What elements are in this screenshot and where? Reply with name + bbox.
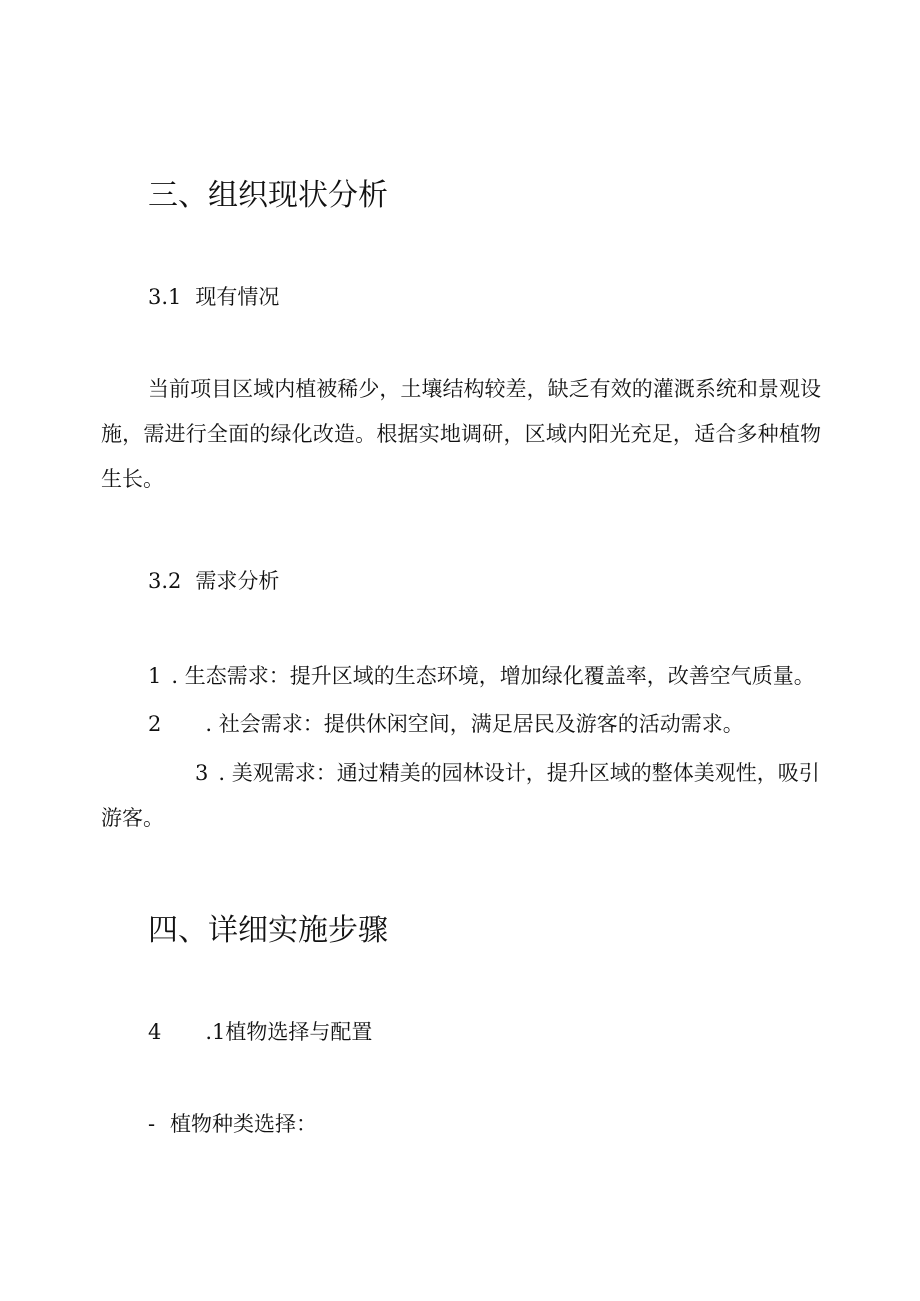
subsection-3-2-title: 需求分析	[195, 569, 280, 593]
subsection-3-2-heading	[148, 566, 279, 596]
subsection-3-1-number: 3.1	[148, 285, 182, 309]
subsection-3-1-heading	[148, 282, 279, 312]
subsection-3-1-title: 现有情况	[195, 285, 280, 309]
subsection-4-1-title: .1植物选择与配置	[205, 1020, 373, 1044]
bullet-dash: -	[148, 1112, 156, 1136]
subsection-3-2-number: 3.2	[148, 569, 182, 593]
list-item-number: 2	[148, 712, 162, 736]
list-item	[148, 661, 815, 691]
section-3-heading: 三、组织现状分析	[148, 178, 388, 213]
subsection-3-1-paragraph: 当前项目区域内植被稀少，土壤结构较差，缺乏有效的灌溉系统和景观设施，需进行全面的绿化改造。根据实地调研，区域内阳光充足，适合多种植物生长。	[101, 377, 821, 491]
bullet-text: 植物种类选择：	[170, 1112, 317, 1136]
bullet-item	[148, 1109, 317, 1139]
list-item-text: . 社会需求：提供休闲空间，满足居民及游客的活动需求。	[205, 712, 744, 736]
list-item	[148, 709, 744, 739]
subsection-4-1-heading	[148, 1017, 372, 1047]
list-item-number: 1	[148, 664, 162, 688]
list-item-text: . 美观需求：通过精美的园林设计，提升区域的整体美观性，吸引游客。	[101, 761, 820, 830]
list-item-number: 3	[195, 761, 209, 785]
list-item-text: . 生态需求：提升区域的生态环境，增加绿化覆盖率，改善空气质量。	[171, 664, 815, 688]
list-item	[101, 751, 821, 841]
section-4-heading: 四、详细实施步骤	[148, 913, 388, 948]
subsection-4-1-number: 4	[148, 1020, 162, 1044]
